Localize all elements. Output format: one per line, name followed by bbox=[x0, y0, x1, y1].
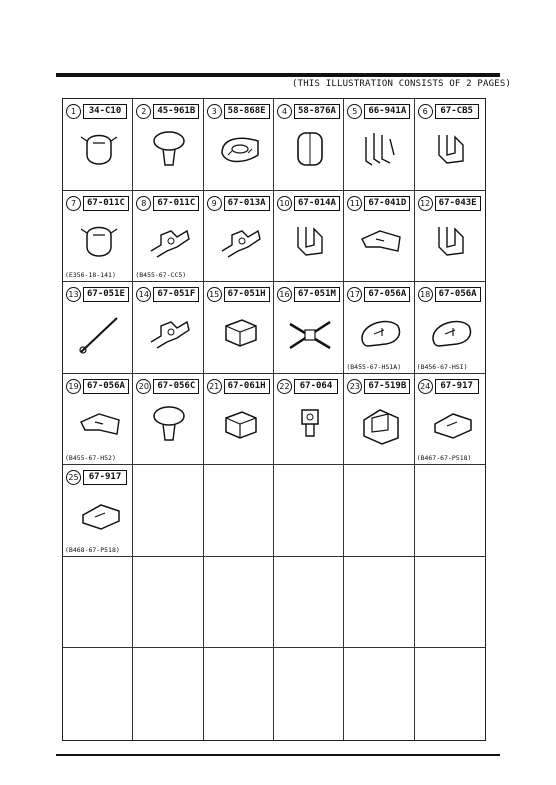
part-header bbox=[66, 470, 127, 485]
part-cell bbox=[133, 99, 203, 191]
part-code: 67-056C bbox=[153, 379, 199, 394]
part-header bbox=[136, 379, 199, 394]
part-header bbox=[347, 287, 410, 302]
empty-cell bbox=[63, 648, 133, 740]
part-reference: (B455-67-CC5) bbox=[135, 271, 187, 280]
part-number: 24 bbox=[418, 379, 433, 394]
harness-clip-icon bbox=[147, 217, 191, 267]
part-header bbox=[418, 196, 481, 211]
plate-clip-icon bbox=[358, 217, 402, 267]
part-cell bbox=[133, 191, 203, 283]
part-number: 21 bbox=[207, 379, 222, 394]
part-code: 67-CB5 bbox=[435, 104, 479, 119]
part-number: 19 bbox=[66, 379, 81, 394]
part-code: 67-917 bbox=[83, 470, 127, 485]
empty-cell bbox=[344, 648, 414, 740]
part-number: 25 bbox=[66, 470, 81, 485]
part-code: 67-051F bbox=[153, 287, 199, 302]
part-reference: (B455-67-HS1A) bbox=[346, 362, 402, 371]
empty-cell bbox=[204, 648, 274, 740]
part-number: 12 bbox=[418, 196, 433, 211]
stud-clip-icon bbox=[288, 400, 332, 450]
part-cell bbox=[344, 282, 414, 374]
part-number: 20 bbox=[136, 379, 151, 394]
part-number: 5 bbox=[347, 104, 362, 119]
part-cell bbox=[274, 374, 344, 466]
empty-cell bbox=[133, 648, 203, 740]
part-code: 67-051E bbox=[83, 287, 129, 302]
part-code: 66-941A bbox=[364, 104, 410, 119]
part-code: 67-061H bbox=[224, 379, 270, 394]
oval-grommet-icon bbox=[358, 308, 402, 358]
page-note: (THIS ILLUSTRATION CONSISTS OF 2 PAGES) bbox=[292, 79, 512, 89]
part-number: 14 bbox=[136, 287, 151, 302]
part-cell bbox=[63, 465, 133, 557]
part-code: 45-961B bbox=[153, 104, 199, 119]
part-cell bbox=[133, 282, 203, 374]
part-header bbox=[66, 379, 129, 394]
terminal-clip-icon bbox=[358, 125, 402, 175]
part-number: 22 bbox=[277, 379, 292, 394]
block-clip-icon bbox=[218, 400, 262, 450]
part-header bbox=[277, 379, 338, 394]
push-rivet-icon bbox=[147, 125, 191, 175]
harness-clip-icon bbox=[218, 217, 262, 267]
part-code: 67-056A bbox=[364, 287, 410, 302]
part-header bbox=[277, 104, 340, 119]
empty-cell bbox=[274, 465, 344, 557]
part-cell bbox=[274, 191, 344, 283]
part-number: 7 bbox=[66, 196, 81, 211]
part-number: 23 bbox=[347, 379, 362, 394]
flat-clip-icon bbox=[77, 491, 121, 541]
part-number: 8 bbox=[136, 196, 151, 211]
part-header bbox=[207, 104, 270, 119]
part-code: 67-011C bbox=[153, 196, 199, 211]
empty-cell bbox=[415, 465, 485, 557]
empty-cell bbox=[204, 557, 274, 649]
part-reference: (B468-67-P518) bbox=[65, 545, 120, 554]
part-header bbox=[136, 196, 199, 211]
part-cell bbox=[274, 99, 344, 191]
part-cell bbox=[415, 99, 485, 191]
part-reference: (B467-67-P518) bbox=[416, 454, 472, 463]
part-cell bbox=[204, 191, 274, 283]
part-header bbox=[136, 287, 199, 302]
part-code: 67-917 bbox=[435, 379, 479, 394]
parts-grid bbox=[62, 98, 486, 741]
part-cell bbox=[204, 99, 274, 191]
part-code: 67-043E bbox=[435, 196, 481, 211]
part-reference: (E356-18-141) bbox=[65, 271, 116, 280]
part-cell bbox=[63, 99, 133, 191]
part-code: 67-013A bbox=[224, 196, 270, 211]
part-number: 9 bbox=[207, 196, 222, 211]
bracket-clip-icon bbox=[288, 217, 332, 267]
part-header bbox=[207, 287, 270, 302]
part-number: 10 bbox=[277, 196, 292, 211]
part-cell bbox=[344, 99, 414, 191]
bracket-clip-icon bbox=[429, 217, 473, 267]
empty-cell bbox=[133, 557, 203, 649]
cross-tie-icon bbox=[288, 308, 332, 358]
part-number: 18 bbox=[418, 287, 433, 302]
part-number: 15 bbox=[207, 287, 222, 302]
flat-clip-icon bbox=[429, 400, 473, 450]
block-clip-icon bbox=[218, 308, 262, 358]
part-cell bbox=[344, 191, 414, 283]
part-header bbox=[207, 379, 270, 394]
part-cell bbox=[415, 374, 485, 466]
bottom-rule bbox=[56, 754, 500, 756]
part-code: 67-051M bbox=[294, 287, 340, 302]
hose-clamp-icon bbox=[77, 217, 121, 267]
part-header bbox=[66, 196, 129, 211]
part-header bbox=[347, 104, 410, 119]
hose-clamp-icon bbox=[77, 125, 121, 175]
top-rule bbox=[56, 73, 500, 77]
empty-cell bbox=[274, 648, 344, 740]
part-header bbox=[418, 104, 479, 119]
empty-cell bbox=[344, 465, 414, 557]
part-code: 58-868E bbox=[224, 104, 270, 119]
part-cell bbox=[344, 374, 414, 466]
part-number: 6 bbox=[418, 104, 433, 119]
part-number: 1 bbox=[66, 104, 81, 119]
part-number: 4 bbox=[277, 104, 292, 119]
part-header bbox=[207, 196, 270, 211]
part-cell bbox=[63, 191, 133, 283]
part-number: 2 bbox=[136, 104, 151, 119]
part-header bbox=[347, 379, 410, 394]
part-cell bbox=[204, 374, 274, 466]
bracket-clip-icon bbox=[429, 125, 473, 175]
empty-cell bbox=[415, 557, 485, 649]
part-header bbox=[277, 287, 340, 302]
part-code: 67-011C bbox=[83, 196, 129, 211]
part-number: 3 bbox=[207, 104, 222, 119]
part-code: 67-064 bbox=[294, 379, 338, 394]
part-number: 16 bbox=[277, 287, 292, 302]
part-code: 67-519B bbox=[364, 379, 410, 394]
part-number: 11 bbox=[347, 196, 362, 211]
part-header bbox=[347, 196, 410, 211]
part-header bbox=[418, 379, 479, 394]
part-cell bbox=[274, 282, 344, 374]
part-header bbox=[66, 287, 129, 302]
push-rivet-icon bbox=[147, 400, 191, 450]
cable-tie-icon bbox=[77, 308, 121, 358]
empty-cell bbox=[133, 465, 203, 557]
part-number: 17 bbox=[347, 287, 362, 302]
part-header bbox=[66, 104, 127, 119]
part-code: 67-056A bbox=[435, 287, 481, 302]
part-cell bbox=[415, 282, 485, 374]
part-code: 58-876A bbox=[294, 104, 340, 119]
part-header bbox=[136, 104, 199, 119]
box-clip-icon bbox=[358, 400, 402, 450]
empty-cell bbox=[344, 557, 414, 649]
part-number: 13 bbox=[66, 287, 81, 302]
part-code: 67-051H bbox=[224, 287, 270, 302]
grommet-icon bbox=[218, 125, 262, 175]
part-code: 34-C10 bbox=[83, 104, 127, 119]
empty-cell bbox=[274, 557, 344, 649]
part-cell bbox=[415, 191, 485, 283]
part-header bbox=[277, 196, 340, 211]
empty-cell bbox=[63, 557, 133, 649]
part-cell bbox=[63, 282, 133, 374]
empty-cell bbox=[204, 465, 274, 557]
part-code: 67-041D bbox=[364, 196, 410, 211]
part-header bbox=[418, 287, 481, 302]
part-code: 67-014A bbox=[294, 196, 340, 211]
part-cell bbox=[204, 282, 274, 374]
empty-cell bbox=[415, 648, 485, 740]
part-cell bbox=[63, 374, 133, 466]
part-reference: (B456-67-HSI) bbox=[416, 362, 468, 371]
cap-icon bbox=[288, 125, 332, 175]
part-code: 67-056A bbox=[83, 379, 129, 394]
part-reference: (B455-67-H52) bbox=[65, 454, 116, 463]
plate-clip-icon bbox=[77, 400, 121, 450]
oval-grommet-icon bbox=[429, 308, 473, 358]
harness-clip-icon bbox=[147, 308, 191, 358]
part-cell bbox=[133, 374, 203, 466]
